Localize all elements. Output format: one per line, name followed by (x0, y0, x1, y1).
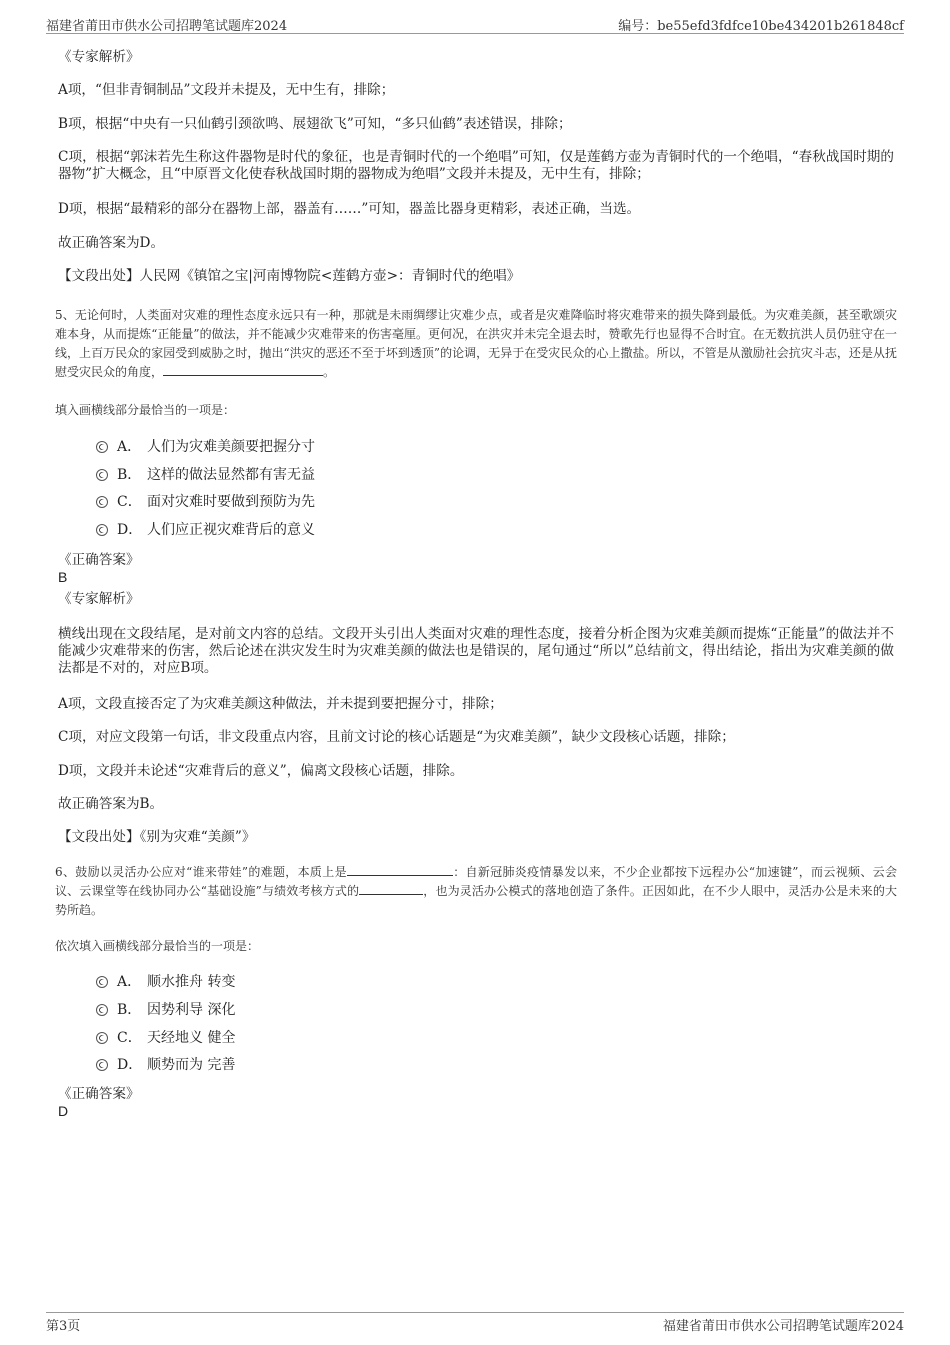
question-5-stem: 5、无论何时，人类面对灾难的理性态度永远只有一种，那就是未雨绸缪让灾难少点，或者是灾难降临时将灾难带来的损失降到最低。为灾难美颜，甚至歌颂灾难本身，从而提炼“正能量”的做法，并不能减少灾难带来的伤害毫厘。更何况，在洪灾并未完全退去时，赞歌先行也显得不合时宜。在无数抗洪人员仍驻守在一线，上百万民众的家园受到威胁之时，抛出“洪灾的恶还不至于坏到透顶”的论调，无异于在受灾民众的心上撒盐。所以，不管是从激励社会抗灾斗志，还是从抚慰受灾民众的角度， 。 (55, 308, 897, 379)
correct-answer-label: 《正确答案》 (58, 552, 140, 568)
radio-icon[interactable] (96, 496, 108, 508)
radio-icon[interactable] (96, 1004, 108, 1016)
question-6-prompt: 依次填入画横线部分最恰当的一项是： (55, 939, 260, 953)
answer-blank (347, 864, 453, 876)
analysis-option-d: D项，文段并未论述“灾难背后的意义”，偏离文段核心话题，排除。 (58, 763, 464, 779)
answer-blank (163, 364, 323, 376)
expert-analysis-label: 《专家解析》 (58, 49, 140, 65)
footer-title: 福建省莆田市供水公司招聘笔试题库2024 (662, 1319, 904, 1334)
header-id: 编号：be55efd3fdfce10be434201b261848cf (618, 19, 904, 34)
analysis-main: 横线出现在文段结尾，是对前文内容的总结。文段开头引出人类面对灾难的理性态度，接着分析企图为灾难美颜而提炼“正能量”的做法并不能减少灾难带来的伤害，然后论述在洪灾发生时为灾难美颜的做法也是错误的，尾句通过“所以”总结前文，得出结论，指出为灾难美颜的做法都是不对的，对应B项。 (58, 626, 894, 676)
passage-source: 【文段出处】《别为灾难“美颜”》 (58, 829, 256, 845)
radio-icon[interactable] (96, 469, 108, 481)
analysis-option-d: D项，根据“最精彩的部分在器物上部，器盖有……”可知，器盖比器身更精彩，表述正确，当选。 (58, 201, 641, 217)
analysis-option-c: C项，对应文段第一句话，非文段重点内容，且前文讨论的核心话题是“为灾难美颜”，缺少文段核心话题，排除； (58, 729, 735, 745)
question-5-prompt: 填入画横线部分最恰当的一项是： (55, 403, 236, 417)
radio-icon[interactable] (96, 524, 108, 536)
radio-icon[interactable] (96, 441, 108, 453)
correct-answer: B (58, 569, 68, 585)
correct-answer: D (58, 1103, 69, 1119)
question-6-stem: 6、鼓励以灵活办公应对“谁来带娃”的难题，本质上是 ：自新冠肺炎疫情暴发以来，不少企业都按下远程办公“加速键”，而云视频、云会议、云课堂等在线协同办公“基础设施”与绩效考核方式的 ，也为灵活办公模式的落地创造了条件。正因如此，在不少人眼中，灵活办公是未来的大势所趋。 (55, 865, 897, 917)
radio-icon[interactable] (96, 1059, 108, 1071)
radio-icon[interactable] (96, 976, 108, 988)
header-title: 福建省莆田市供水公司招聘笔试题库2024 (46, 19, 288, 34)
analysis-conclusion: 故正确答案为B。 (58, 796, 164, 812)
page-header (46, 12, 904, 34)
answer-blank (359, 883, 423, 895)
radio-icon[interactable] (96, 1032, 108, 1044)
analysis-conclusion: 故正确答案为D。 (58, 235, 165, 251)
correct-answer-label: 《正确答案》 (58, 1086, 140, 1102)
analysis-option-a: A项，“但非青铜制品”文段并未提及，无中生有，排除； (58, 82, 395, 98)
analysis-option-b: B项，根据“中央有一只仙鹤引颈欲鸣、展翅欲飞”可知，“多只仙鹤”表述错误，排除； (58, 116, 572, 132)
page-footer (46, 1312, 904, 1336)
expert-analysis-label: 《专家解析》 (58, 591, 140, 607)
analysis-option-c: C项，根据“郭沫若先生称这件器物是时代的象征，也是青铜时代的一个绝唱”可知，仅是莲鹤方壶为青铜时代的一个绝唱，“春秋战国时期的器物”扩大概念，且“中原晋文化使春秋战国时期的器物成为绝唱”文段并未提及，无中生有，排除； (58, 149, 894, 182)
passage-source: 【文段出处】人民网《镇馆之宝|河南博物院<莲鹤方壶>：青铜时代的绝唱》 (58, 268, 521, 284)
analysis-option-a: A项，文段直接否定了为灾难美颜这种做法，并未提到要把握分寸，排除； (58, 696, 503, 712)
page-number: 第3页 (46, 1319, 81, 1334)
